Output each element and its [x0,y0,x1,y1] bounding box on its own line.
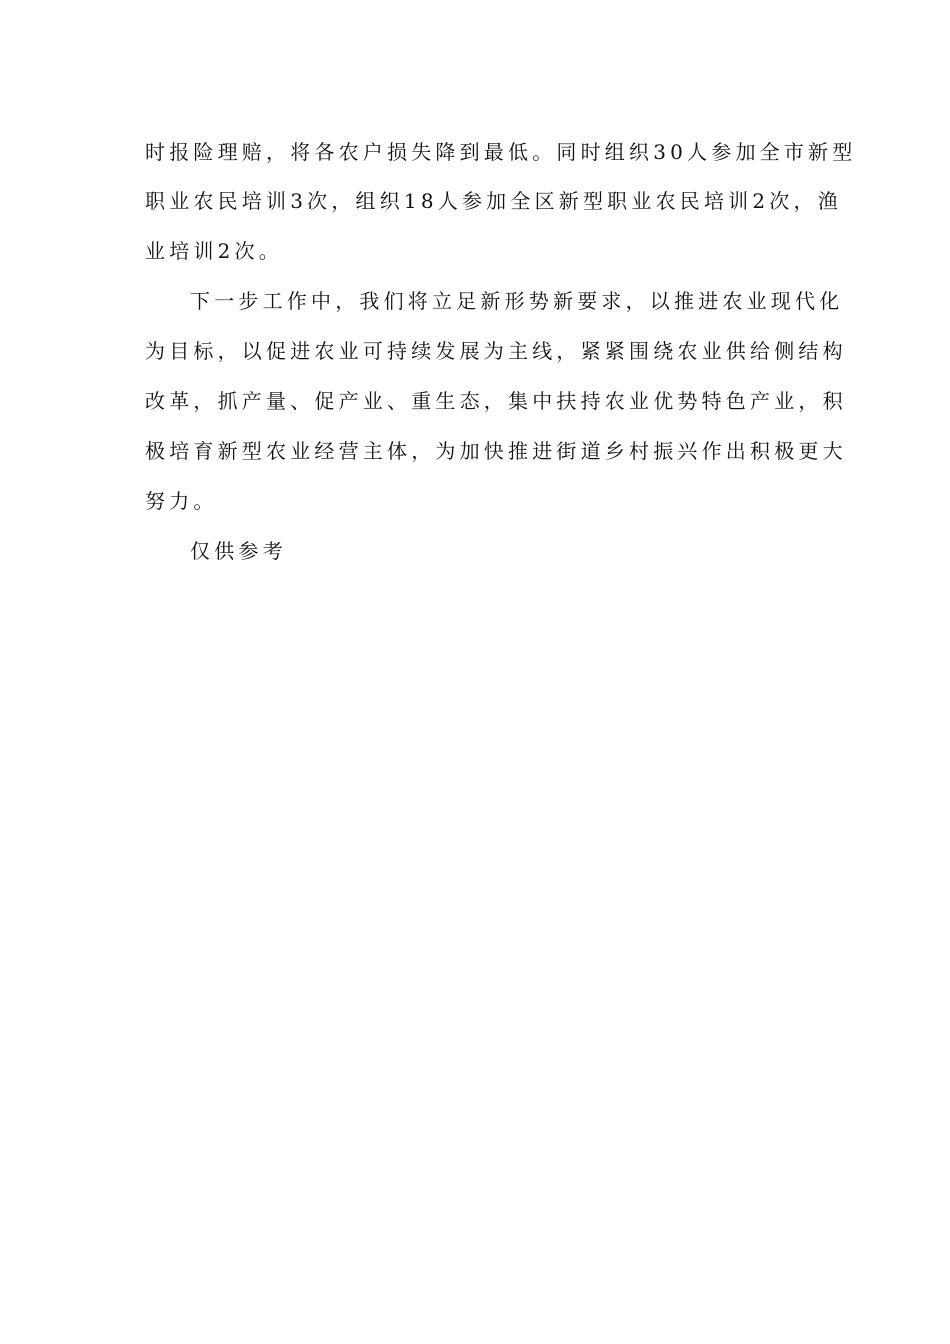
paragraph-2-line-4: 极培育新型农业经营主体，为加快推进街道乡村振兴作出积极更大 [145,439,847,463]
paragraph-1-line-2: 职业农民培训3次，组织18人参加全区新型职业农民培训2次，渔 [145,189,842,213]
paragraph-1-line-1: 时报险理赔，将各农户损失降到最低。同时组织30人参加全市新型 [145,140,857,164]
paragraph-2-line-2: 为目标，以促进农业可持续发展为主线，紧紧围绕农业供给侧结构 [145,339,847,363]
paragraph-2-line-3: 改革，抓产量、促产业、重生态，集中扶持农业优势特色产业，积 [145,389,847,413]
paragraph-2-line-5: 努力。 [145,489,218,513]
paragraph-1-line-3: 业培训2次。 [145,239,283,263]
paragraph-2-line-1: 下一步工作中，我们将立足新形势新要求，以推进农业现代化 [190,289,844,313]
reference-note: 仅供参考 [190,539,287,563]
